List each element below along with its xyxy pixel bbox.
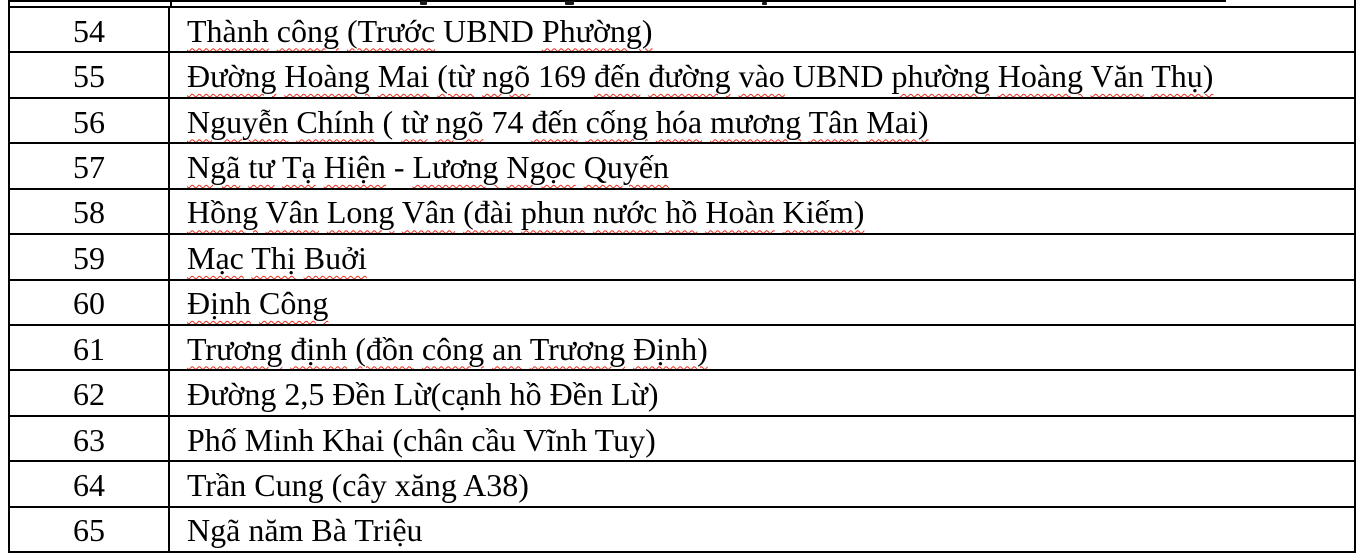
misspelled-word: ngõ (482, 58, 531, 95)
street-name-cell[interactable] (170, 8, 1354, 51)
misspelled-word: hóa (655, 103, 703, 140)
row-number-cell[interactable]: 57 (10, 144, 170, 187)
misspelled-word: Thành (187, 12, 269, 49)
table-row (10, 415, 1354, 460)
misspelled-word: Trương (529, 330, 626, 367)
misspelled-word: Định) (633, 330, 708, 367)
row-number-cell[interactable]: 58 (10, 190, 170, 233)
table-row (10, 8, 1354, 51)
cropped-row-fragment (565, 1, 574, 5)
street-name-text (187, 194, 865, 231)
misspelled-word: từ (401, 103, 428, 140)
misspelled-word: Phường) (541, 12, 653, 49)
row-number-cell[interactable]: 54 (10, 8, 170, 51)
street-name-cell[interactable] (170, 99, 1354, 142)
table-row (10, 279, 1354, 324)
table-row (10, 233, 1354, 278)
cropped-row-fragment (420, 1, 427, 5)
street-name-cell[interactable] (170, 144, 1354, 187)
misspelled-word: tư (248, 148, 275, 185)
misspelled-word: (đài (463, 194, 513, 231)
misspelled-word: vào (738, 58, 785, 95)
misspelled-word: công (421, 330, 485, 367)
row-number-cell[interactable]: 56 (10, 99, 170, 142)
row-number-cell[interactable]: 64 (10, 462, 170, 505)
row-number-cell[interactable]: 63 (10, 417, 170, 460)
row-number-cell[interactable]: 60 (10, 281, 170, 324)
misspelled-word: Mai (377, 58, 430, 95)
table-row (10, 188, 1354, 233)
misspelled-word: Ngọc (506, 148, 576, 185)
street-name-cell[interactable] (170, 417, 1354, 460)
street-name-text: Ngã tư Tạ Hiện - Lương Ngọc Quyến (187, 148, 670, 185)
street-name-cell[interactable] (170, 190, 1354, 233)
row-number-cell[interactable]: 61 (10, 326, 170, 369)
misspelled-word: Mạc (187, 239, 244, 276)
street-name-cell[interactable] (170, 281, 1354, 324)
street-list-table (8, 6, 1356, 553)
street-name-cell[interactable] (170, 326, 1354, 369)
previous-row-bottom-border (8, 0, 1226, 2)
misspelled-word: Văn (1090, 58, 1144, 95)
street-name-text: Ngã năm Bà Triệu (187, 512, 423, 549)
row-number-cell[interactable]: 55 (10, 53, 170, 96)
misspelled-word: Hoàn (705, 194, 775, 231)
misspelled-word: Vân (401, 194, 456, 231)
misspelled-word: mương (710, 103, 802, 140)
table-row (10, 369, 1354, 414)
misspelled-word: (Trước (346, 12, 436, 49)
misspelled-word: Thị (251, 239, 296, 276)
misspelled-word: Lương (412, 148, 499, 185)
misspelled-word: Đường (187, 58, 277, 95)
misspelled-word: Ngã (187, 148, 241, 185)
street-name-cell[interactable] (170, 508, 1354, 551)
street-name-cell[interactable] (170, 462, 1354, 505)
row-number-cell[interactable]: 65 (10, 508, 170, 551)
row-number-cell[interactable]: 62 (10, 371, 170, 414)
misspelled-word: Công (259, 285, 329, 322)
street-name-cell[interactable] (170, 371, 1354, 414)
misspelled-word: Hoàng (284, 58, 370, 95)
misspelled-word: Mai) (866, 103, 929, 140)
misspelled-word: nước (592, 194, 658, 231)
misspelled-word: Tân (808, 103, 859, 140)
street-name-text (187, 239, 367, 276)
misspelled-word: đường (648, 58, 731, 95)
cropped-row-fragment (762, 2, 767, 5)
misspelled-word: định (290, 330, 348, 367)
misspelled-word: Kiếm) (782, 194, 865, 231)
street-name-text: Nguyễn Chính ( từ ngõ 74 đến cống hóa mương Tân Mai) (187, 103, 929, 140)
table-row (10, 506, 1354, 551)
misspelled-word: Thụ) (1151, 58, 1214, 95)
misspelled-word: Hoàng (997, 58, 1084, 95)
table-row (10, 142, 1354, 187)
street-name-text: Đường Hoàng Mai (từ ngõ 169 đến đường vào UBND phường Hoàng Văn Thụ) (187, 58, 1214, 95)
misspelled-word: Buởi (303, 239, 367, 276)
misspelled-word: Trương (187, 330, 283, 367)
misspelled-word: hồ (665, 194, 698, 231)
table-row (10, 324, 1354, 369)
street-name-text: Thành công (Trước UBND Phường) (187, 12, 653, 49)
misspelled-word: Định (187, 285, 251, 322)
misspelled-word: cống (585, 103, 648, 140)
table-row (10, 97, 1354, 142)
street-name-text: Phố Minh Khai (chân cầu Vĩnh Tuy) (187, 421, 656, 458)
misspelled-word: Vân (265, 194, 319, 231)
street-name-text (187, 330, 708, 367)
misspelled-word: đến (594, 58, 641, 95)
misspelled-word: Chính (296, 103, 375, 140)
street-name-text (187, 285, 329, 322)
misspelled-word: công (276, 12, 339, 49)
misspelled-word: phun (520, 194, 585, 231)
misspelled-word: phường (891, 58, 990, 95)
misspelled-word: Quyến (583, 148, 670, 185)
street-name-cell[interactable] (170, 53, 1354, 96)
misspelled-word: Tạ (281, 148, 316, 185)
misspelled-word: Long (326, 194, 395, 231)
misspelled-word: Nguyễn (187, 103, 289, 140)
row-number-cell[interactable]: 59 (10, 235, 170, 278)
misspelled-word: (đồn (355, 330, 414, 367)
misspelled-word: Hiện (323, 148, 386, 185)
misspelled-word: ngõ (435, 103, 484, 140)
misspelled-word: đến (531, 103, 578, 140)
street-name-cell[interactable] (170, 235, 1354, 278)
table-row (10, 460, 1354, 505)
street-name-text: Đường 2,5 Đền Lừ(cạnh hồ Đền Lừ) (187, 376, 659, 413)
misspelled-word: (từ (437, 58, 475, 95)
misspelled-word: an (492, 330, 523, 367)
misspelled-word: Hồng (187, 194, 259, 231)
street-name-text: Trần Cung (cây xăng A38) (187, 466, 529, 503)
table-row (10, 51, 1354, 96)
